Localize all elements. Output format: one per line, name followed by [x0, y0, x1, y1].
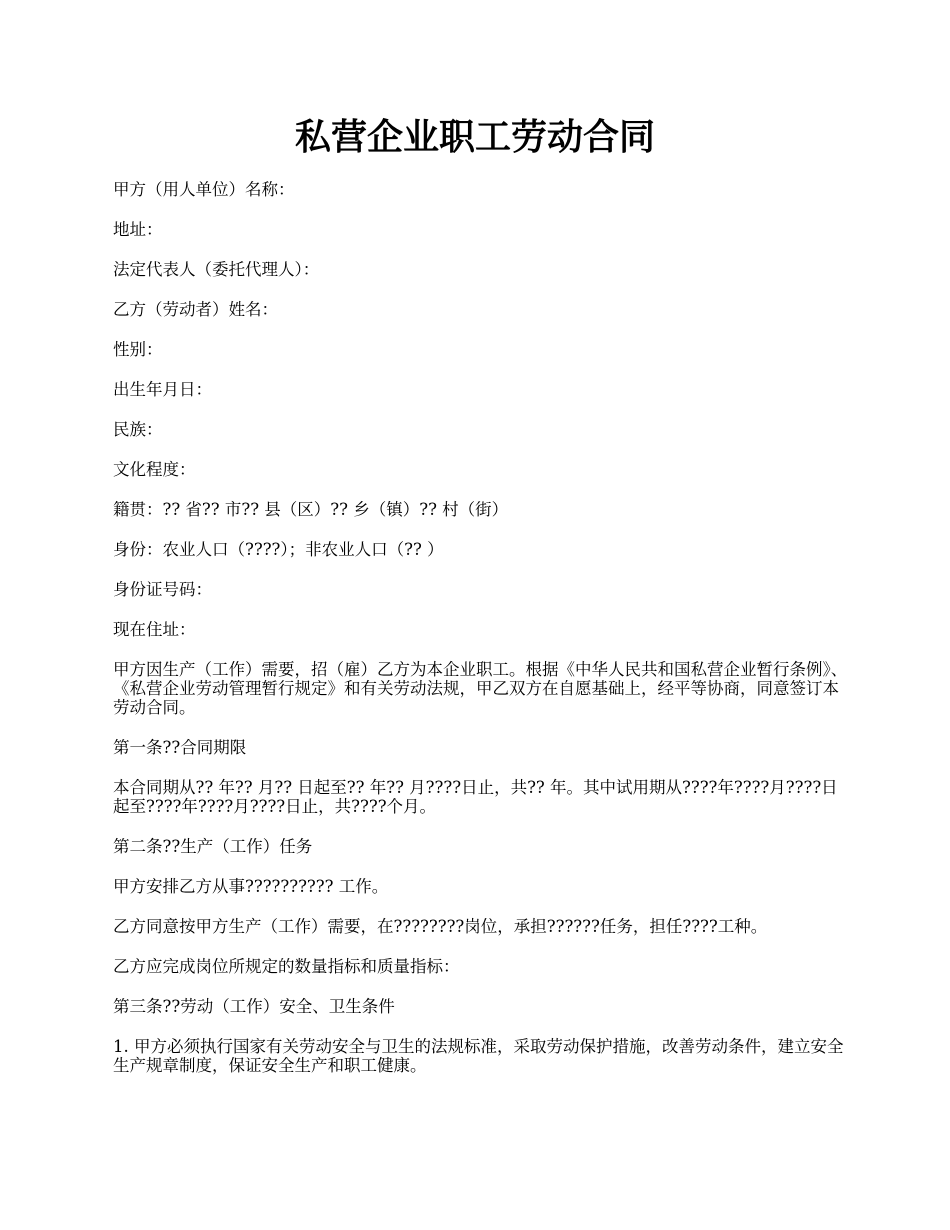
- legal-representative: 法定代表人（委托代理人）：: [113, 260, 320, 279]
- article-2-heading: 第二条??生产（工作）任务: [113, 837, 313, 856]
- document-body: [113, 180, 853, 1096]
- party-a-name: 甲方（用人单位）名称：: [113, 180, 295, 199]
- contract-preamble: 甲方因生产（工作）需要，招（雇）乙方为本企业职工。根据《中华人民共和国私营企业暂行条例》、《私营企业劳动管理暂行规定》和有关劳动法规，甲乙双方在自愿基础上，经平等协商，同意签订本劳动合同。: [113, 660, 848, 717]
- party-b-birthdate: 出生年月日：: [113, 380, 212, 399]
- article-2-position: 乙方同意按甲方生产（工作）需要，在????????岗位，承担??????任务，担任????工种。: [113, 917, 768, 936]
- party-b-household-status: 身份：农业人口（????）；非农业人口（?? ）: [113, 540, 444, 559]
- party-b-education: 文化程度：: [113, 460, 196, 479]
- party-b-gender: 性别：: [113, 340, 163, 359]
- party-b-native-place: 籍贯：?? 省?? 市?? 县（区）?? 乡（镇）?? 村（街）: [113, 500, 509, 519]
- party-b-current-address: 现在住址：: [113, 620, 196, 639]
- party-a-address: 地址：: [113, 220, 163, 239]
- article-2-quota: 乙方应完成岗位所规定的数量指标和质量指标：: [113, 957, 460, 976]
- party-b-name: 乙方（劳动者）姓名：: [113, 300, 278, 319]
- party-b-id-number: 身份证号码：: [113, 580, 212, 599]
- article-2-work-assignment: 甲方安排乙方从事?????????? 工作。: [113, 877, 389, 896]
- document-title: 私营企业职工劳动合同: [294, 116, 655, 158]
- article-1-heading: 第一条??合同期限: [113, 738, 247, 757]
- article-3-heading: 第三条??劳动（工作）安全、卫生条件: [113, 997, 395, 1016]
- article-3-item-1: 1. 甲方必须执行国家有关劳动安全与卫生的法规标准，采取劳动保护措施，改善劳动条件，建立安全生产规章制度，保证安全生产和职工健康。: [113, 1037, 844, 1075]
- article-1-term: 本合同期从?? 年?? 月?? 日起至?? 年?? 月????日止，共?? 年。其中试用期从????年????月????日起至????年????月????日止，共????个月。: [113, 778, 838, 816]
- party-b-ethnicity: 民族：: [113, 420, 163, 439]
